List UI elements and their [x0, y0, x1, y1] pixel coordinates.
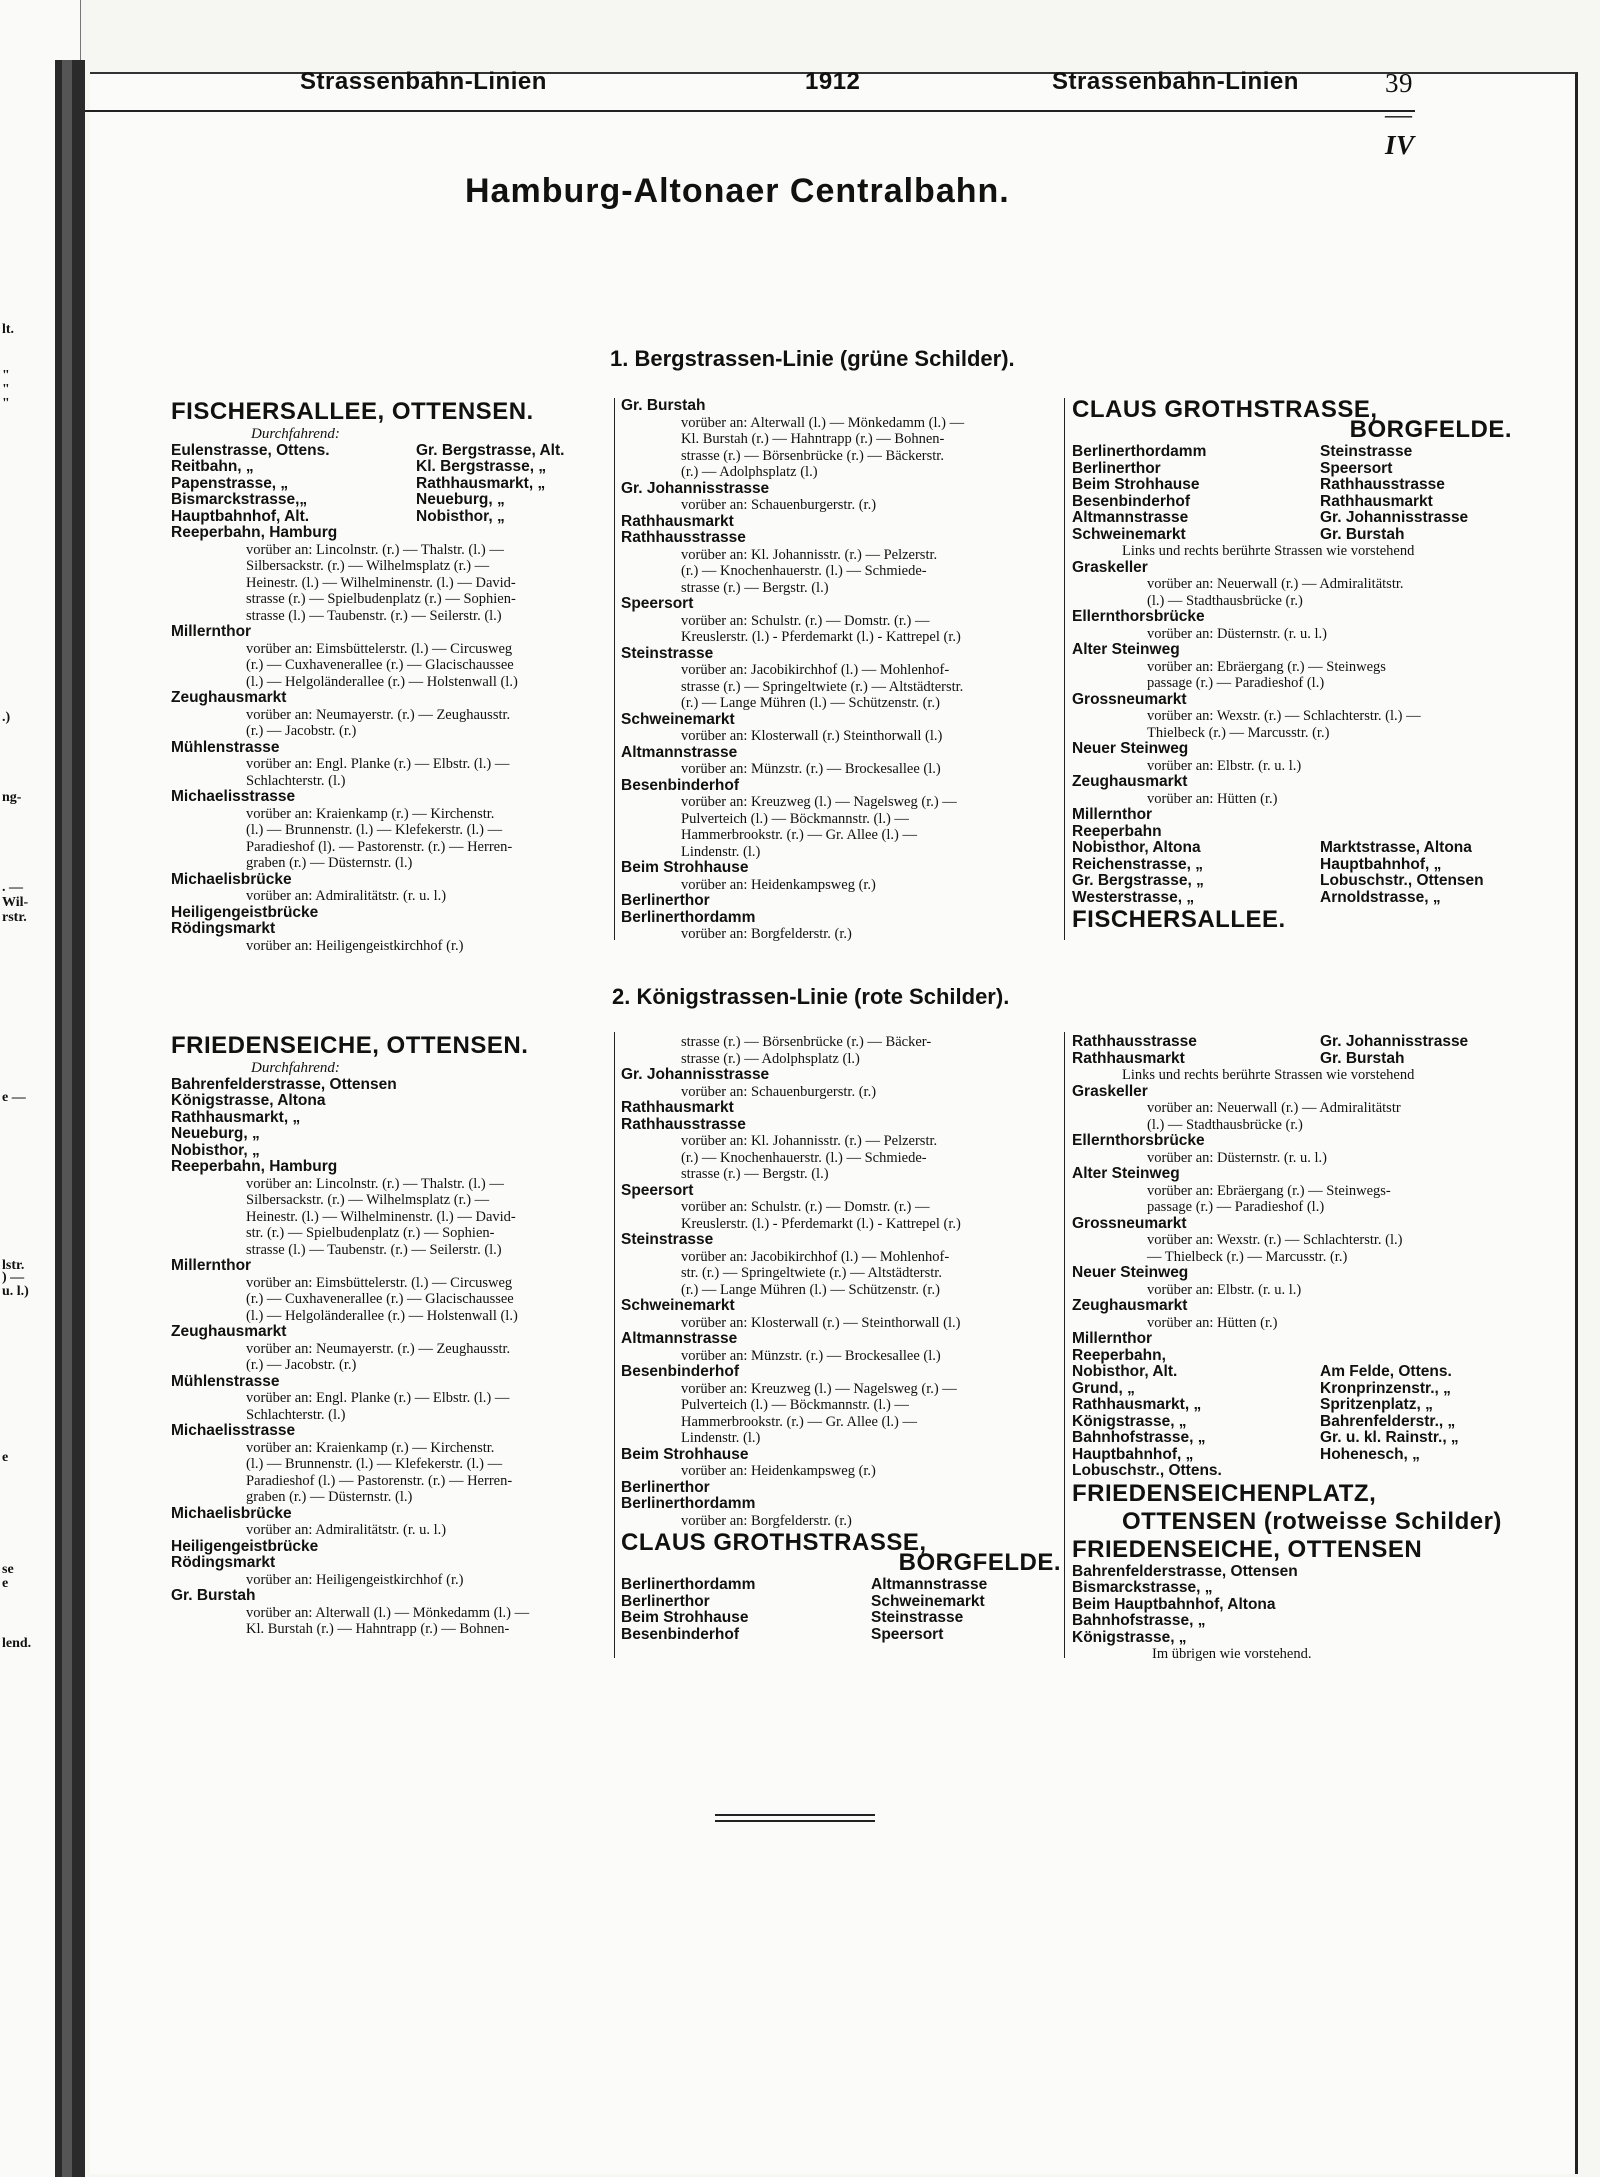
stop-name: Berlinerthordamm: [621, 1576, 756, 1593]
stop-name: Westerstrasse, „: [1072, 888, 1195, 906]
via-line: strasse (r.) — Springeltwiete (r.) — Altstädterstr.: [681, 678, 964, 695]
stop-pair: [1072, 461, 1512, 478]
via-line: (l.) — Brunnenstr. (l.) — Klefekerstr. (l.) —: [246, 1456, 503, 1472]
via-line: Lindenstr. (l.): [681, 1430, 761, 1446]
stop-name: Bismarckstrasse, „: [1072, 1579, 1213, 1596]
via-line: vorüber an: Heidenkampsweg (r.): [681, 1463, 876, 1479]
via-line: Kreuslerstr. (l.) - Pferdemarkt (l.) - Kattrepel (r.): [681, 629, 961, 645]
stop-name: Reeperbahn: [1072, 822, 1162, 840]
via-line: (r.) — Adolphsplatz (l.): [681, 464, 818, 480]
terminus-heading: FRIEDENSEICHENPLATZ,: [1072, 1479, 1377, 1507]
stop-name: Berlinerthor: [621, 1478, 710, 1496]
stop-name: Graskeller: [1072, 1082, 1148, 1100]
line1-column-end: [1072, 396, 1512, 934]
end-rule: [715, 1820, 875, 1822]
stop-name: Nobisthor, „: [416, 507, 505, 525]
via-line: vorüber an: Münzstr. (r.) — Brockesallee (l.): [681, 1347, 941, 1364]
note-text: Im übrigen wie vorstehend.: [1152, 1646, 1312, 1662]
stop-name: Besenbinderhof: [621, 1625, 739, 1643]
stop-name: Neuer Steinweg: [1072, 1264, 1189, 1281]
stop-name: Rathhausstrasse: [1320, 476, 1445, 493]
via-line: vorüber an: Klosterwall (r.) — Steinthorwall (l.): [681, 1314, 961, 1331]
stop-name: Nobisthor, Altona: [1072, 839, 1201, 856]
margin-fragment: lstr.: [2, 1258, 25, 1273]
stop-name: Zeughausmarkt: [171, 689, 287, 706]
page-title: Hamburg-Altonaer Centralbahn.: [465, 172, 1010, 210]
via-line: strasse (r.) — Adolphsplatz (l.): [681, 1050, 860, 1067]
via-line: vorüber an: Ebräergang (r.) — Steinwegs: [1147, 658, 1386, 675]
stop-name: Zeughausmarkt: [171, 1323, 287, 1340]
via-line: vorüber an: Kreuzweg (l.) — Nagelsweg (r.) —: [681, 794, 957, 810]
via-line: — Thielbeck (r.) — Marcusstr. (r.): [1147, 1248, 1348, 1265]
column-divider: [614, 398, 615, 940]
stop-name: Gr. u. kl. Rainstr., „: [1320, 1429, 1459, 1446]
stop-name: Altmannstrasse: [621, 743, 738, 761]
via-line: vorüber an: Klosterwall (r.) Steinthorwall (l.): [681, 728, 943, 744]
margin-fragment: se: [2, 1562, 14, 1577]
stop-pair: [1072, 873, 1512, 890]
stop-name: Lobuschstr., Ottens.: [1072, 1462, 1222, 1479]
stop-name: Berlinerthordamm: [1072, 443, 1207, 460]
via-line: (r.) — Jacobstr. (r.): [246, 1357, 357, 1373]
via-line: vorüber an: Düsternstr. (r. u. l.): [1147, 625, 1328, 642]
via-line: vorüber an: Elbstr. (r. u. l.): [1147, 1281, 1302, 1298]
via-line: vorüber an: Schauenburgerstr. (r.): [681, 497, 877, 513]
via-line: vorüber an: Schulstr. (r.) — Domstr. (r.) —: [681, 1199, 930, 1215]
terminus-heading: CLAUS GROTHSTRASSE,: [1072, 396, 1378, 423]
via-line: vorüber an: Eimsbüttelerstr. (l.) — Circusweg: [246, 1274, 513, 1291]
stop-name: Kronprinzenstr., „: [1320, 1379, 1451, 1397]
stop-name: Speersort: [871, 1625, 944, 1643]
stop-pair: [621, 1577, 1061, 1594]
stop-name: Berlinerthor: [1072, 459, 1161, 477]
stop-name: Berlinerthor: [621, 892, 710, 909]
terminus-heading: FISCHERSALLEE.: [1072, 906, 1286, 933]
binding-shadow-inner: [62, 60, 72, 2177]
via-line: Kreuslerstr. (l.) - Pferdemarkt (l.) - Kattrepel (r.): [681, 1215, 961, 1232]
stop-name: Mühlenstrasse: [171, 1372, 280, 1390]
stop-pair: [621, 1594, 1061, 1611]
note-text: Links und rechts berührte Strassen wie vorstehend: [1122, 543, 1415, 559]
header-right: Strassenbahn-Linien: [1052, 68, 1299, 95]
stop-name: Speersort: [621, 1181, 694, 1199]
via-line: (r.) — Lange Mühren (l.) — Schützenstr. (r.): [681, 695, 940, 711]
margin-fragment: ) —: [2, 1270, 25, 1285]
stop-name: Rathhausmarkt: [621, 512, 734, 530]
margin-fragment: lend.: [2, 1636, 32, 1651]
stop-pair: [171, 492, 611, 509]
stop-name: Gr. Bergstrasse, „: [1072, 872, 1204, 889]
via-line: vorüber an: Ebräergang (r.) — Steinwegs-: [1147, 1182, 1391, 1199]
stop-name: Kl. Bergstrasse, „: [416, 458, 547, 475]
header-rule: [85, 110, 1415, 112]
via-line: vorüber an: Münzstr. (r.) — Brockesallee (l.): [681, 761, 941, 777]
via-line: Pulverteich (l.) — Böckmannstr. (l.) —: [681, 1397, 909, 1413]
stop-pair: [1072, 1034, 1512, 1051]
stop-name: Beim Strohhause: [1072, 476, 1200, 493]
line2-title: 2. Königstrassen-Linie (rote Schilder).: [612, 984, 1010, 1009]
stop-name: Altmannstrasse: [621, 1330, 738, 1347]
stop-name: Rathhausstrasse: [621, 1115, 746, 1133]
margin-fragment: Wil-: [2, 895, 29, 910]
terminus-heading: BORGFELDE.: [1349, 416, 1512, 443]
stop-pair: [1072, 444, 1512, 461]
stop-name: Bahnhofstrasse, „: [1072, 1612, 1206, 1629]
stop-name: Beim Hauptbahnhof, Altona: [1072, 1595, 1276, 1613]
line2-column-middle: [621, 1034, 1061, 1643]
via-line: vorüber an: Hütten (r.): [1147, 790, 1278, 807]
via-line: vorüber an: Kreuzweg (l.) — Nagelsweg (r.) —: [681, 1380, 957, 1397]
stop-pair: [171, 509, 611, 526]
via-line: graben (r.) — Düsternstr. (l.): [246, 1489, 413, 1505]
via-line: (r.) — Knochenhauerstr. (l.) — Schmiede-: [681, 1149, 927, 1166]
stop-name: Lobuschstr., Ottensen: [1320, 872, 1484, 889]
stop-pair: [1072, 857, 1512, 874]
stop-name: Beim Strohhause: [621, 859, 749, 876]
via-line: vorüber an: Hütten (r.): [1147, 1314, 1278, 1331]
stop-name: Millernthor: [1072, 1330, 1153, 1347]
stop-name: Graskeller: [1072, 558, 1148, 576]
via-line: vorüber an: Kl. Johannisstr. (r.) — Pelzerstr.: [681, 546, 938, 563]
stop-name: Berlinerthor: [621, 1592, 710, 1610]
stop-name: Bahnhofstrasse, „: [1072, 1429, 1206, 1446]
via-line: Thielbeck (r.) — Marcusstr. (r.): [1147, 724, 1330, 741]
terminus-heading: FRIEDENSEICHE, OTTENSEN: [1072, 1535, 1423, 1563]
line1-title: 1. Bergstrassen-Linie (grüne Schilder).: [610, 346, 1015, 371]
via-line: strasse (r.) — Börsenbrücke (r.) — Bäcker-: [681, 1034, 932, 1050]
via-line: vorüber an: Engl. Planke (r.) — Elbstr. (l.) —: [246, 1390, 510, 1406]
stop-name: Heiligengeistbrücke: [171, 1537, 319, 1555]
stop-name: Schweinemarkt: [621, 1297, 735, 1314]
stop-name: Neueburg, „: [171, 1125, 260, 1142]
via-line: vorüber an: Düsternstr. (r. u. l.): [1147, 1149, 1328, 1166]
stop-name: Zeughausmarkt: [1072, 773, 1188, 790]
stop-name: Michaelisbrücke: [171, 1504, 292, 1522]
via-line: Heinestr. (l.) — Wilhelminenstr. (l.) — David-: [246, 574, 516, 591]
via-line: vorüber an: Jacobikirchhof (l.) — Mohlenhof-: [681, 1248, 950, 1265]
via-line: vorüber an: Borgfelderstr. (r.): [681, 926, 852, 942]
via-line: Kl. Burstah (r.) — Hahntrapp (r.) — Bohnen-: [681, 431, 945, 447]
column-divider: [1064, 398, 1065, 940]
via-line: (l.) — Helgoländerallee (r.) — Holstenwall (l.): [246, 1307, 518, 1324]
stop-name: Grossneumarkt: [1072, 690, 1187, 708]
via-line: vorüber an: Heiligengeistkirchhof (r.): [246, 1571, 464, 1588]
via-line: vorüber an: Lincolnstr. (r.) — Thalstr. (l.) —: [246, 541, 504, 558]
stop-name: Alter Steinweg: [1072, 1165, 1180, 1182]
column-divider: [614, 1032, 615, 1658]
via-line: vorüber an: Kraienkamp (r.) — Kirchenstr.: [246, 1439, 495, 1456]
header-left: Strassenbahn-Linien: [300, 68, 547, 95]
via-line: strasse (r.) — Bergstr. (l.): [681, 579, 829, 596]
via-line: passage (r.) — Paradieshof (l.): [1147, 1199, 1325, 1215]
via-line: vorüber an: Neuerwall (r.) — Admiralitätstr.: [1147, 576, 1404, 592]
via-line: Schlachterstr. (l.): [246, 1406, 346, 1423]
stop-name: Hauptbahnhof, „: [1072, 1445, 1194, 1463]
margin-fragment: ": [2, 396, 10, 411]
line1-column-middle: [621, 398, 1061, 943]
stop-name: Millernthor: [171, 1257, 252, 1274]
stop-name: Speersort: [1320, 459, 1393, 477]
margin-fragment: u. l.): [2, 1284, 29, 1299]
margin-fragment: e: [2, 1576, 9, 1591]
stop-name: Berlinerthordamm: [621, 908, 756, 926]
via-line: vorüber an: Neumayerstr. (r.) — Zeughausstr.: [246, 1340, 511, 1357]
via-line: vorüber an: Heidenkampsweg (r.): [681, 876, 876, 893]
stop-name: Altmannstrasse: [871, 1576, 988, 1593]
stop-name: Steinstrasse: [621, 1231, 714, 1248]
stop-pair: [1072, 1364, 1512, 1381]
stop-name: Gr. Burstah: [1320, 1049, 1405, 1067]
stop-name: Mühlenstrasse: [171, 738, 280, 756]
via-line: (r.) — Jacobstr. (r.): [246, 723, 357, 739]
stop-name: Königstrasse, Altona: [171, 1092, 326, 1109]
through-label: Durchfahrend:: [251, 1060, 340, 1076]
stop-name: Grossneumarkt: [1072, 1214, 1187, 1232]
stop-name: Am Felde, Ottens.: [1320, 1363, 1452, 1380]
via-line: graben (r.) — Düsternstr. (l.): [246, 855, 413, 871]
stop-name: Rathhausmarkt, „: [416, 474, 546, 492]
stop-name: Rödingsmarkt: [171, 1554, 276, 1571]
via-line: Hammerbrookstr. (r.) — Gr. Allee (l.) —: [681, 1413, 917, 1430]
stop-name: Millernthor: [171, 623, 252, 640]
margin-fragment: . —: [2, 880, 23, 895]
stop-name: Bahrenfelderstr., „: [1320, 1412, 1456, 1430]
stop-name: Hauptbahnhof, „: [1320, 855, 1442, 873]
via-line: vorüber an: Admiralitätstr. (r. u. l.): [246, 888, 447, 904]
terminus-heading: OTTENSEN (rotweisse Schilder): [1122, 1507, 1502, 1535]
stop-name: Rathhausmarkt, „: [171, 1108, 301, 1126]
margin-fragment: ": [2, 382, 10, 397]
stop-name: Bismarckstrasse,„: [171, 491, 308, 508]
via-line: str. (r.) — Springeltwiete (r.) — Altstädterstr.: [681, 1265, 942, 1281]
via-line: vorüber an: Schauenburgerstr. (r.): [681, 1083, 877, 1100]
stop-name: Altmannstrasse: [1072, 509, 1189, 526]
margin-fragment: lt.: [2, 322, 15, 337]
via-line: Silbersackstr. (r.) — Wilhelmsplatz (r.) —: [246, 558, 490, 574]
via-line: Schlachterstr. (l.): [246, 772, 346, 789]
via-line: vorüber an: Jacobikirchhof (l.) — Mohlenhof-: [681, 662, 950, 678]
terminus-heading: CLAUS GROTHSTRASSE,: [621, 1529, 927, 1556]
stop-name: Reeperbahn,: [1072, 1346, 1166, 1364]
via-line: Hammerbrookstr. (r.) — Gr. Allee (l.) —: [681, 827, 917, 843]
via-line: strasse (r.) — Börsenbrücke (r.) — Bäckerstr.: [681, 447, 944, 464]
via-line: vorüber an: Engl. Planke (r.) — Elbstr. (l.) —: [246, 756, 510, 772]
via-line: (r.) — Lange Mühren (l.) — Schützenstr. (r.): [681, 1281, 940, 1298]
via-line: vorüber an: Heiligengeistkirchhof (r.): [246, 937, 464, 954]
via-line: Kl. Burstah (r.) — Hahntrapp (r.) — Bohnen-: [246, 1621, 510, 1637]
stop-pair: [1072, 477, 1512, 494]
stop-name: Reeperbahn, Hamburg: [171, 524, 338, 541]
stop-pair: [171, 476, 611, 493]
via-line: strasse (r.) — Spielbudenplatz (r.) — Sophien-: [246, 591, 516, 607]
stop-name: Neuer Steinweg: [1072, 740, 1189, 757]
stop-name: Schweinemarkt: [621, 710, 735, 728]
via-line: vorüber an: Neumayerstr. (r.) — Zeughausstr.: [246, 706, 511, 723]
stop-pair: [621, 1610, 1061, 1627]
line2-column-start: [171, 1032, 611, 1638]
via-line: (l.) — Stadthausbrücke (r.): [1147, 1116, 1303, 1133]
via-line: Paradieshof (l). — Pastorenstr. (r.) — Herren-: [246, 838, 513, 855]
terminus-heading: FRIEDENSEICHE, OTTENSEN.: [171, 1032, 529, 1059]
stop-name: Spritzenplatz, „: [1320, 1396, 1433, 1413]
stop-pair: [171, 443, 611, 460]
stop-name: Steinstrasse: [621, 644, 714, 662]
via-line: (l.) — Helgoländerallee (r.) — Holstenwall (l.): [246, 673, 518, 690]
stop-pair: [1072, 840, 1512, 857]
stop-pair: [621, 1627, 1061, 1644]
terminus-heading: BORGFELDE.: [898, 1549, 1061, 1576]
stop-name: Marktstrasse, Altona: [1320, 839, 1472, 856]
stop-name: Rathhausstrasse: [621, 529, 746, 546]
terminus-heading: FISCHERSALLEE, OTTENSEN.: [171, 398, 534, 425]
stop-name: Neueburg, „: [416, 491, 505, 508]
stop-name: Rathhausmarkt, „: [1072, 1396, 1202, 1413]
stop-name: Bahrenfelderstrasse, Ottensen: [171, 1075, 397, 1093]
line1-column-start: [171, 398, 611, 954]
stop-pair: [1072, 1447, 1512, 1464]
via-line: Pulverteich (l.) — Böckmannstr. (l.) —: [681, 810, 909, 827]
stop-pair: [1072, 1414, 1512, 1431]
stop-name: Ellernthorsbrücke: [1072, 608, 1205, 625]
stop-name: Gr. Burstah: [171, 1587, 256, 1604]
stop-name: Königstrasse, „: [1072, 1628, 1187, 1646]
stop-pair: [1072, 1430, 1512, 1447]
stop-name: Michaelisstrasse: [171, 1422, 296, 1439]
stop-name: Beim Strohhause: [621, 1609, 749, 1626]
end-rule: [715, 1814, 875, 1816]
note-text: Links und rechts berührte Strassen wie vorstehend: [1122, 1067, 1415, 1083]
stop-name: Gr. Burstah: [1320, 525, 1405, 543]
via-line: vorüber an: Wexstr. (r.) — Schlachterstr. (l.): [1147, 1232, 1403, 1248]
stop-name: Grund, „: [1072, 1379, 1135, 1397]
column-divider: [1064, 1032, 1065, 1658]
via-line: vorüber an: Alterwall (l.) — Mönkedamm (l.) —: [681, 414, 965, 431]
stop-name: Reitbahn, „: [171, 458, 254, 475]
via-line: vorüber an: Neuerwall (r.) — Admiralitätstr: [1147, 1100, 1401, 1116]
via-line: passage (r.) — Paradieshof (l.): [1147, 675, 1325, 691]
via-line: (r.) — Knochenhauerstr. (l.) — Schmiede-: [681, 563, 927, 579]
stop-name: Alter Steinweg: [1072, 641, 1180, 658]
stop-pair: [171, 459, 611, 476]
stop-name: Steinstrasse: [871, 1609, 964, 1626]
via-line: vorüber an: Borgfelderstr. (r.): [681, 1512, 852, 1529]
via-line: (l.) — Stadthausbrücke (r.): [1147, 592, 1303, 609]
via-line: Heinestr. (l.) — Wilhelminenstr. (l.) — David-: [246, 1208, 516, 1225]
stop-name: Gr. Johannisstrasse: [1320, 1033, 1469, 1050]
stop-name: Schweinemarkt: [871, 1592, 985, 1610]
via-line: vorüber an: Kraienkamp (r.) — Kirchenstr.: [246, 805, 495, 822]
margin-fragment: rstr.: [2, 910, 27, 925]
stop-name: Michaelisstrasse: [171, 788, 296, 805]
stop-name: Reeperbahn, Hamburg: [171, 1158, 338, 1175]
margin-fragment: ng-: [2, 790, 22, 805]
stop-name: Berlinerthordamm: [621, 1495, 756, 1512]
margin-fragment: e: [2, 1450, 9, 1465]
stop-pair: [1072, 494, 1512, 511]
header-page-number: 39—IV: [1385, 68, 1415, 160]
line2-column-end: [1072, 1034, 1512, 1663]
via-line: str. (r.) — Spielbudenplatz (r.) — Sophien-: [246, 1225, 495, 1241]
via-line: (r.) — Cuxhavenerallee (r.) — Glacischaussee: [246, 1291, 514, 1307]
stop-name: Hauptbahnhof, Alt.: [171, 507, 310, 525]
header-year: 1912: [805, 68, 861, 95]
stop-pair: [1072, 527, 1512, 544]
via-line: strasse (l.) — Taubenstr. (r.) — Seilerstr. (l.): [246, 1241, 502, 1258]
stop-name: Heiligengeistbrücke: [171, 903, 319, 921]
stop-name: Speersort: [621, 595, 694, 612]
margin-fragment: ": [2, 368, 10, 383]
stop-name: Gr. Bergstrasse, Alt.: [416, 441, 565, 459]
stop-name: Eulenstrasse, Ottens.: [171, 441, 330, 459]
stop-name: Gr. Burstah: [621, 397, 706, 414]
via-line: (l.) — Brunnenstr. (l.) — Klefekerstr. (l.) —: [246, 822, 503, 838]
stop-name: Besenbinderhof: [621, 1363, 739, 1380]
stop-name: Rathhausstrasse: [1072, 1033, 1197, 1050]
running-header: [80, 68, 1415, 160]
stop-name: Michaelisbrücke: [171, 870, 292, 888]
via-line: (r.) — Cuxhavenerallee (r.) — Glacischaussee: [246, 657, 514, 673]
stop-name: Gr. Johannisstrasse: [621, 1066, 770, 1083]
via-line: Paradieshof (l.) — Pastorenstr. (r.) — Herren-: [246, 1472, 513, 1489]
stop-pair: [1072, 890, 1512, 907]
via-line: strasse (r.) — Bergstr. (l.): [681, 1166, 829, 1182]
via-line: vorüber an: Kl. Johannisstr. (r.) — Pelzerstr.: [681, 1133, 938, 1149]
stop-pair: [1072, 510, 1512, 527]
stop-name: Rödingsmarkt: [171, 920, 276, 937]
stop-name: Nobisthor, „: [171, 1141, 260, 1159]
stop-name: Besenbinderhof: [621, 776, 739, 794]
via-line: vorüber an: Elbstr. (r. u. l.): [1147, 757, 1302, 774]
via-line: vorüber an: Schulstr. (r.) — Domstr. (r.) —: [681, 612, 930, 629]
stop-name: Hohenesch, „: [1320, 1445, 1420, 1463]
stop-pair: [1072, 1381, 1512, 1398]
via-line: Lindenstr. (l.): [681, 843, 761, 860]
stop-name: Rathhausmarkt: [1072, 1049, 1185, 1067]
stop-name: Schweinemarkt: [1072, 525, 1186, 543]
via-line: strasse (l.) — Taubenstr. (r.) — Seilerstr. (l.): [246, 607, 502, 624]
margin-fragment: e —: [2, 1090, 26, 1105]
stop-pair: [1072, 1397, 1512, 1414]
stop-name: Steinstrasse: [1320, 443, 1413, 460]
stop-name: Papenstrasse, „: [171, 474, 289, 492]
stop-pair: [1072, 1051, 1512, 1068]
stop-name: Nobisthor, Alt.: [1072, 1363, 1178, 1380]
stop-name: Gr. Johannisstrasse: [621, 479, 770, 497]
stop-name: Gr. Johannisstrasse: [1320, 509, 1469, 526]
margin-fragment: .): [2, 710, 11, 725]
stop-name: Ellernthorsbrücke: [1072, 1132, 1205, 1149]
stop-name: Beim Strohhause: [621, 1445, 749, 1463]
via-line: vorüber an: Eimsbüttelerstr. (l.) — Circusweg: [246, 640, 513, 657]
via-line: vorüber an: Lincolnstr. (r.) — Thalstr. (l.) —: [246, 1175, 504, 1192]
via-line: vorüber an: Wexstr. (r.) — Schlachterstr. (l.) —: [1147, 708, 1421, 724]
adjacent-page-fragments: [0, 0, 50, 2177]
via-line: vorüber an: Alterwall (l.) — Mönkedamm (l.) —: [246, 1604, 530, 1621]
stop-name: Besenbinderhof: [1072, 492, 1190, 510]
through-label: Durchfahrend:: [251, 426, 340, 442]
via-line: Silbersackstr. (r.) — Wilhelmsplatz (r.) —: [246, 1192, 490, 1208]
stop-name: Millernthor: [1072, 806, 1153, 823]
stop-name: Zeughausmarkt: [1072, 1297, 1188, 1314]
via-line: vorüber an: Admiralitätstr. (r. u. l.): [246, 1522, 447, 1538]
stop-name: Königstrasse, „: [1072, 1412, 1187, 1430]
stop-name: Rathhausmarkt: [1320, 492, 1433, 510]
stop-name: Reichenstrasse, „: [1072, 855, 1203, 873]
stop-name: Rathhausmarkt: [621, 1099, 734, 1116]
stop-name: Arnoldstrasse, „: [1320, 888, 1441, 906]
stop-name: Bahrenfelderstrasse, Ottensen: [1072, 1562, 1298, 1580]
